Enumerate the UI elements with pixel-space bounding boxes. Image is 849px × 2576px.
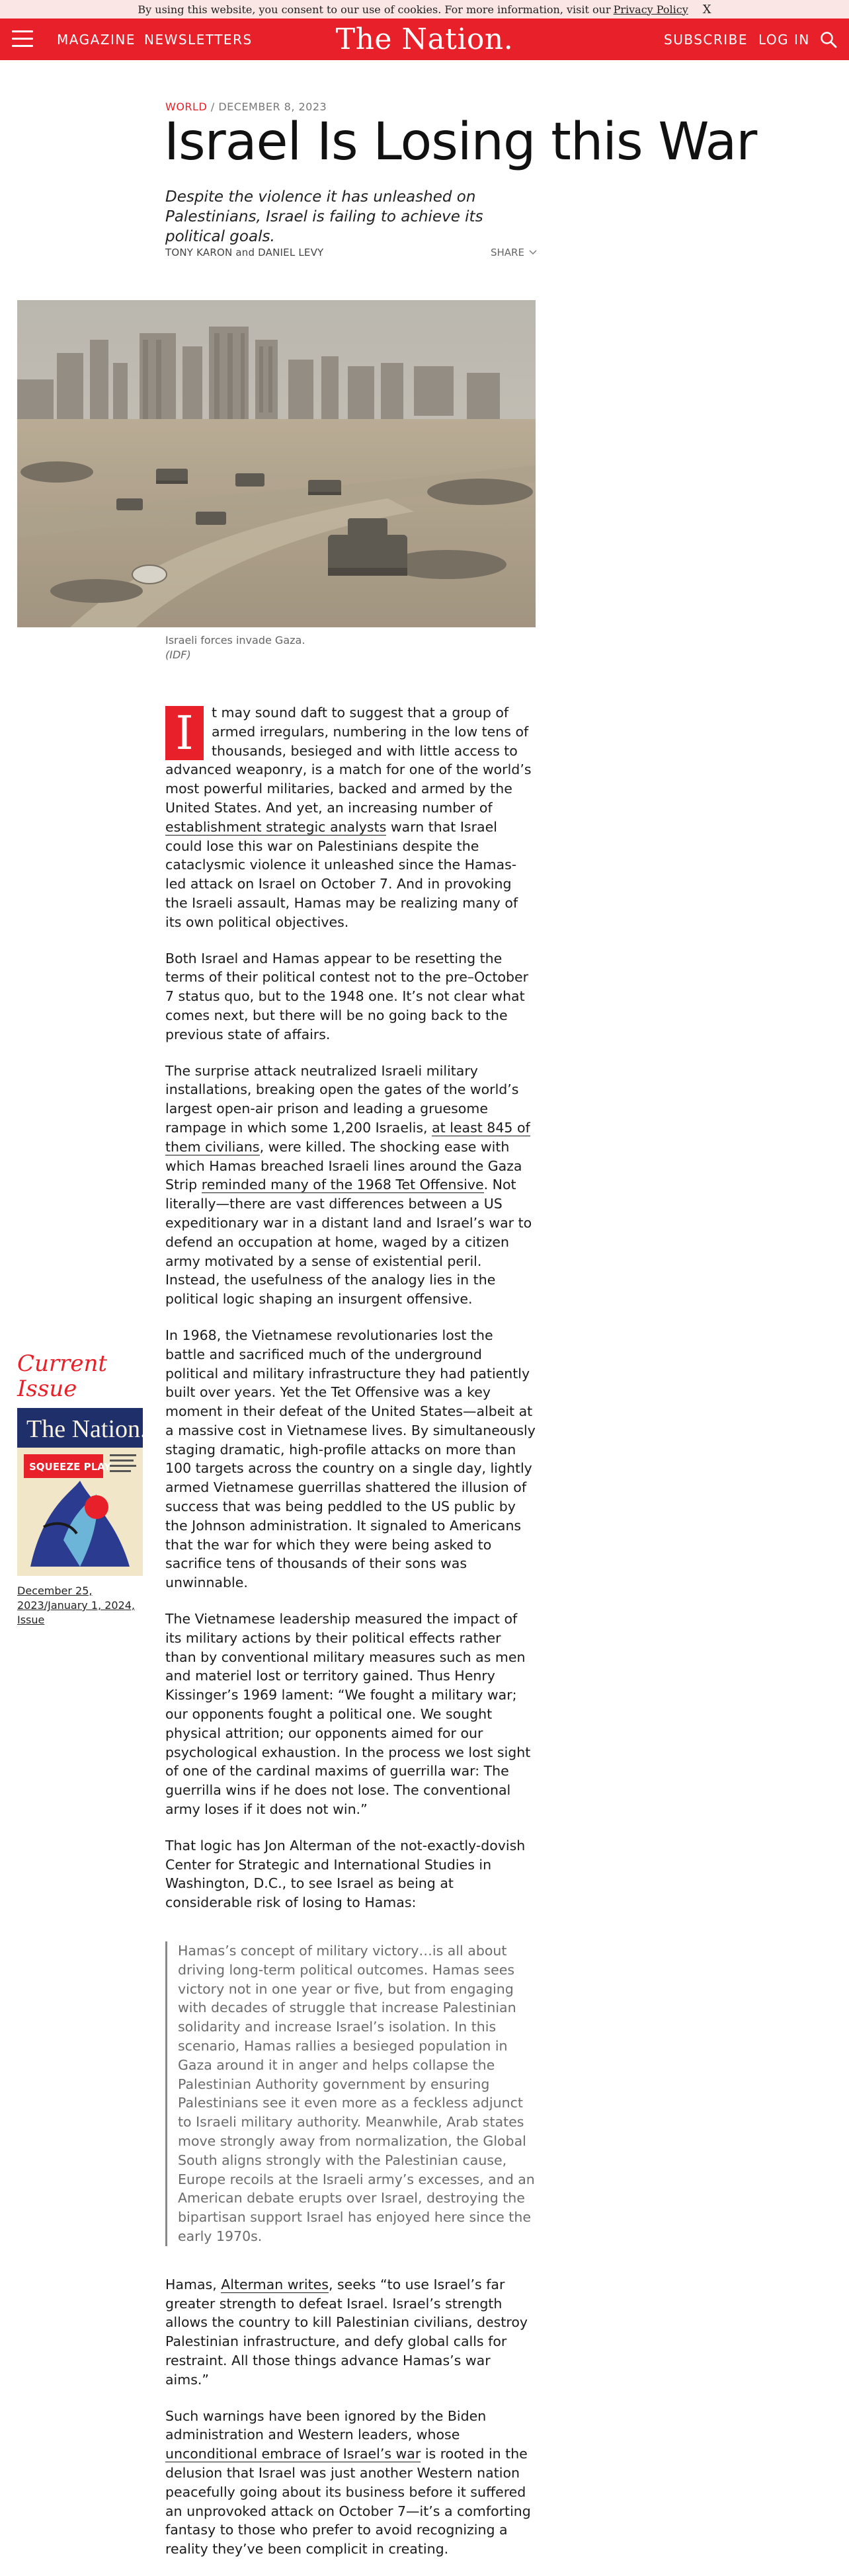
share-label: SHARE xyxy=(491,247,524,258)
paragraph-5: The Vietnamese leadership measured the impact of its military actions by their political effects rather than by conventional military measures such as men and materiel lost or territory gained. Thus Henry Kissinger’s 1969 lament: “We fought a military war; our opponents fought a political one. We sought physical attrition; our opponents aimed for our psychological exhaustion. In the process we lost sight of one of the cardinal maxims of guerrilla war: The guerrilla wins if he does not lose. The conventional army loses if it does not win.” xyxy=(165,1611,531,1818)
search-icon[interactable] xyxy=(820,31,837,48)
share-button[interactable] xyxy=(491,247,538,258)
paragraph-text: The surprise attack neutralized Israeli military installations, breaking open the gates of the world’s largest open-air prison and leading a gruesome rampage in which some 1,200 Israelis, xyxy=(165,1062,519,1136)
blockquote: Hamas’s concept of military victory…is all about driving long-term political outcomes. Hamas sees victory not in one year or five, but from engaging with decades of struggle that increase Palestinian solidarity and increase Israel’s isolation. In this scenario, Hamas rallies a besieged population in Gaza around it in anger and helps collapse the Palestinian Authority government by ensuring Palestinians see it even more as a feckless adjunct to Israeli military authority. Meanwhile, Arab states move strongly away from normalization, the Global South aligns strongly with the Palestinian cause, Europe recoils at the Israeli army’s excesses, and an American debate erupts over Israel, destroying the bipartisan support Israel has enjoyed here since the early 1970s. xyxy=(165,1941,536,2246)
cover-masthead: The Nation. xyxy=(26,1415,143,1443)
breadcrumb xyxy=(165,100,327,113)
cookie-text: By using this website, you consent to our use of cookies. For more information, visit our xyxy=(138,3,611,16)
paragraph-text: is rooted in the delusion that Israel was just another Western nation peacefully going about its business before it suffered an unprovoked attack on October 7—it’s a comforting fantasy to those who prefer to avoid recognizing a reality they’ve been complicit in creating. xyxy=(165,2446,531,2557)
cover-headline: SQUEEZE PLAY xyxy=(29,1461,112,1473)
cookie-close-button[interactable]: X xyxy=(702,2,711,17)
publish-date: DECEMBER 8, 2023 xyxy=(218,100,327,113)
paragraph-1 xyxy=(165,703,536,932)
magazine-cover-image[interactable] xyxy=(17,1408,143,1576)
paragraph-text: Such warnings have been ignored by the Biden administration and Western leaders, whose xyxy=(165,2407,487,2443)
hero-image xyxy=(17,300,536,627)
breadcrumb-separator: / xyxy=(210,100,215,113)
category-link[interactable]: WORLD xyxy=(165,100,208,113)
paragraph-6: That logic has Jon Alterman of the not-exactly-dovish Center for Strategic and International Studies in Washington, D.C., to see Israel as being at considerable risk of losing to Hamas: xyxy=(165,1837,526,1911)
issue-link[interactable]: December 25, 2023/January 1, 2024, Issue xyxy=(17,1584,136,1626)
caption-credit: (IDF) xyxy=(165,648,191,661)
tet-offensive-link[interactable]: reminded many of the 1968 Tet Offensive xyxy=(201,1177,484,1193)
paragraph-text: warn that Israel could lose this war on Palestinians despite the cataclysmic violence it unleashed since the Hamas-led attack on Israel on October 7. And in provoking the Israeli assault, Hamas may be realizing many of its own political objectives. xyxy=(165,818,518,930)
paragraph-text: t may sound daft to suggest that a group of armed irregulars, numbering in the low tens of thousands, besieged and with little access to advanced weaponry, is a match for one of the world’s most powerful militaries, backed and armed by the United States. And yet, an increasing number of xyxy=(165,705,532,816)
caption-text: Israeli forces invade Gaza. xyxy=(165,634,305,646)
unconditional-embrace-link[interactable]: unconditional embrace of Israel’s war xyxy=(165,2446,421,2462)
top-nav-bar xyxy=(0,19,849,60)
paragraph-8 xyxy=(165,2407,536,2559)
paragraph-text: Hamas, xyxy=(165,2276,222,2292)
paragraph-3 xyxy=(165,1062,536,1309)
nav-login-link[interactable]: LOG IN xyxy=(758,32,810,48)
analysts-link[interactable]: establishment strategic analysts xyxy=(165,818,387,835)
nav-magazine-link[interactable]: MAGAZINE xyxy=(57,32,136,48)
paragraph-2: Both Israel and Hamas appear to be resetting the terms of their political contest not to the pre–October 7 status quo, but to the 1948 one. It’s not clear what comes next, but there will be no going back to the previous state of affairs. xyxy=(165,950,529,1042)
article-body xyxy=(165,703,536,2576)
alterman-link[interactable]: Alterman writes xyxy=(221,2276,329,2292)
current-issue-sidebar xyxy=(17,1351,143,1627)
paragraph-7 xyxy=(165,2275,536,2390)
current-issue-label: Current Issue xyxy=(17,1350,108,1402)
image-caption xyxy=(165,633,305,662)
site-logo[interactable]: The Nation. xyxy=(335,22,514,56)
chevron-down-icon xyxy=(528,249,538,256)
byline[interactable]: TONY KARON and DANIEL LEVY xyxy=(165,247,324,258)
cookie-banner xyxy=(0,0,849,19)
nav-newsletters-link[interactable]: NEWSLETTERS xyxy=(144,32,253,48)
privacy-policy-link[interactable]: Privacy Policy xyxy=(613,3,688,16)
paragraph-text: , seeks “to use Israel’s far greater strength to defeat Israel. Israel’s strength allows the country to kill Palestinian civilians, destroy Palestinian infrastructure, and defy global calls for restraint. All those things advance Hamas’s war aims.” xyxy=(165,2276,528,2388)
article-dek: Despite the violence it has unleashed on Palestinians, Israel is failing to achieve its political goals. xyxy=(165,188,483,245)
nav-subscribe-link[interactable]: SUBSCRIBE xyxy=(664,32,748,48)
paragraph-text: , were killed. The shocking ease with which Hamas breached Israeli lines around the Gaza Strip xyxy=(165,1138,522,1193)
article-title: Israel Is Losing this War xyxy=(164,112,757,172)
paragraph-text: . Not literally—there are vast differences between a US expeditionary war in a distant land and Israel’s war to defend an occupation at home, waged by a citizen army motivated by a sense of existential peril. Instead, the usefulness of the analogy lies in the political logic shaping an insurgent offensive. xyxy=(165,1177,532,1308)
paragraph-4: In 1968, the Vietnamese revolutionaries lost the battle and sacrificed much of the underground political and military infrastructure they had patiently built over years. Yet the Tet Offensive was a key moment in their defeat of the United States—albeit at a massive cost in Vietnamese lives. By simultaneously staging dramatic, high-profile attacks on more than 100 targets across the country on a single day, lightly armed Vietnamese guerrillas shattered the illusion of success that was being peddled to the US public by the Johnson administration. It signaled to Americans that the war for which they were being asked to sacrifice tens of thousands of their sons was unwinnable. xyxy=(165,1327,536,1591)
civilians-link[interactable]: at least 845 of them civilians xyxy=(165,1119,530,1155)
drop-cap: I xyxy=(165,706,204,760)
